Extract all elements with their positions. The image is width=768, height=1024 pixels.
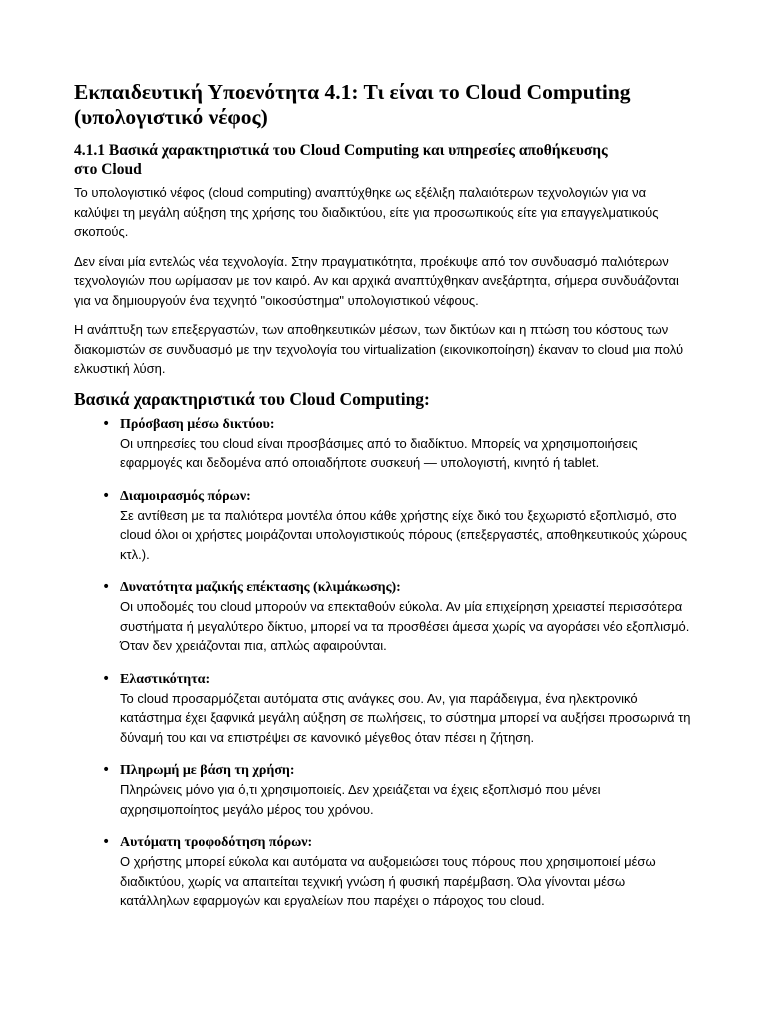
bullet-icon: • [102,762,111,778]
feature-title: Αυτόματη τροφοδότηση πόρων: [120,835,313,850]
feature-title: Πρόσβαση μέσω δικτύου: [120,416,275,432]
feature-title: Ελαστικότητα: [120,671,211,687]
feature-description: Πληρώνεις μόνο για ό,τι χρησιμοποιείς. Δεν χρειάζεται να έχεις εξοπλισμό που μένει αχρησιμοποίητος μεγάλο μέρος του χρόνου. [120,782,601,817]
feature-title: Πληρωμή με βάση τη χρήση: [120,763,295,778]
bullet-icon: • [102,670,111,687]
feature-description: Σε αντίθεση με τα παλιότερα μοντέλα όπου κάθε χρήστης είχε δικό του ξεχωριστό εξοπλισμό, στο cloud όλοι οι χρήστες μοιράζονται υπολογιστικούς πόρους (επεξεργαστές, αποθηκευτικούς χώρους κτλ.). [120,507,687,562]
page-title: Εκπαιδευτική Υποενότητα 4.1: Τι είναι το Cloud Computing (υπολογιστικό νέφος) [74,80,631,129]
bullet-icon: • [102,834,111,850]
list-item [74,578,694,656]
bullet-icon: • [102,415,111,432]
paragraph-intro: Το υπολογιστικό νέφος (cloud computing) αναπτύχθηκε ως εξέλιξη παλαιότερων τεχνολογιών για να καλύψει τη μεγάλη αύξηση της χρήσης του διαδικτύου, είτε για προσωπικούς είτε για επαγγελματικούς σκοπούς. [74,185,659,239]
list-item [74,415,694,473]
list-item [74,761,694,819]
features-heading: Βασικά χαρακτηριστικά του Cloud Computing: [74,388,430,409]
bullet-icon: • [102,579,111,595]
feature-description: Ο χρήστης μπορεί εύκολα και αυτόματα να αυξομειώσει τους πόρους που χρησιμοποιεί μέσω διαδικτύου, χωρίς να απαιτείται τεχνική γνώση ή φυσική παρέμβαση. Όλα γίνονται μέσω κατάλληλων εφαρμογών και εργαλείων που παρέχει ο πάροχος του cloud. [120,854,656,908]
feature-description: Το cloud προσαρμόζεται αυτόματα στις ανάγκες σου. Αν, για παράδειγμα, ένα ηλεκτρονικό κατάστημα έχει ξαφνικά μεγάλη αύξηση σε πωλήσεις, το σύστημα μπορεί να αυξήσει προσωρινά τη δύναμή του και να επιστρέψει σε κανονικό μέγεθος όταν πέσει η ζήτηση. [120,690,691,745]
list-item [74,487,694,565]
feature-description: Οι υπηρεσίες του cloud είναι προσβάσιμες από το διαδίκτυο. Μπορείς να χρησιμοποιήσεις εφαρμογές και δεδομένα από οποιαδήποτε συσκευή — υπολογιστή, κινητό ή tablet. [120,435,638,470]
feature-title: Δυνατότητα μαζικής επέκτασης (κλιμάκωσης): [120,580,401,595]
list-item [74,670,694,748]
bullet-icon: • [102,487,111,504]
section-subtitle: 4.1.1 Βασικά χαρακτηριστικά του Cloud Computing και υπηρεσίες αποθήκευσης στο Cloud [74,142,608,178]
feature-description: Οι υποδομές του cloud μπορούν να επεκταθούν εύκολα. Αν μία επιχείρηση χρειαστεί περισσότερα συστήματα ή μεγαλύτερο δίκτυο, μπορεί να τα προσθέσει άμεσα χωρίς να αγοράσει νέο εξοπλισμό. Όταν δεν χρειάζονται πια, απλώς αφαιρούνται. [120,599,690,653]
feature-title: Διαμοιρασμός πόρων: [120,488,251,504]
list-item [74,833,694,911]
features-list [74,415,696,911]
paragraph-development: Η ανάπτυξη των επεξεργαστών, των αποθηκευτικών μέσων, των δικτύων και η πτώση του κόστους των διακομιστών σε συνδυασμό με την τεχνολογία του virtualization (εικονικοποίηση) έκαναν το cloud μια πολύ ελκυστική λύση. [74,322,684,376]
paragraph-origins: Δεν είναι μία εντελώς νέα τεχνολογία. Στην πραγματικότητα, προέκυψε από τον συνδυασμό παλιότερων τεχνολογιών που ωρίμασαν με τον καιρό. Αν και αρχικά αναπτύχθηκαν ανεξάρτητα, σήμερα συνδυάζονται για να δημιουργούν ένα τεχνητό "οικοσύστημα" υπολογιστικού νέφους. [74,253,679,308]
